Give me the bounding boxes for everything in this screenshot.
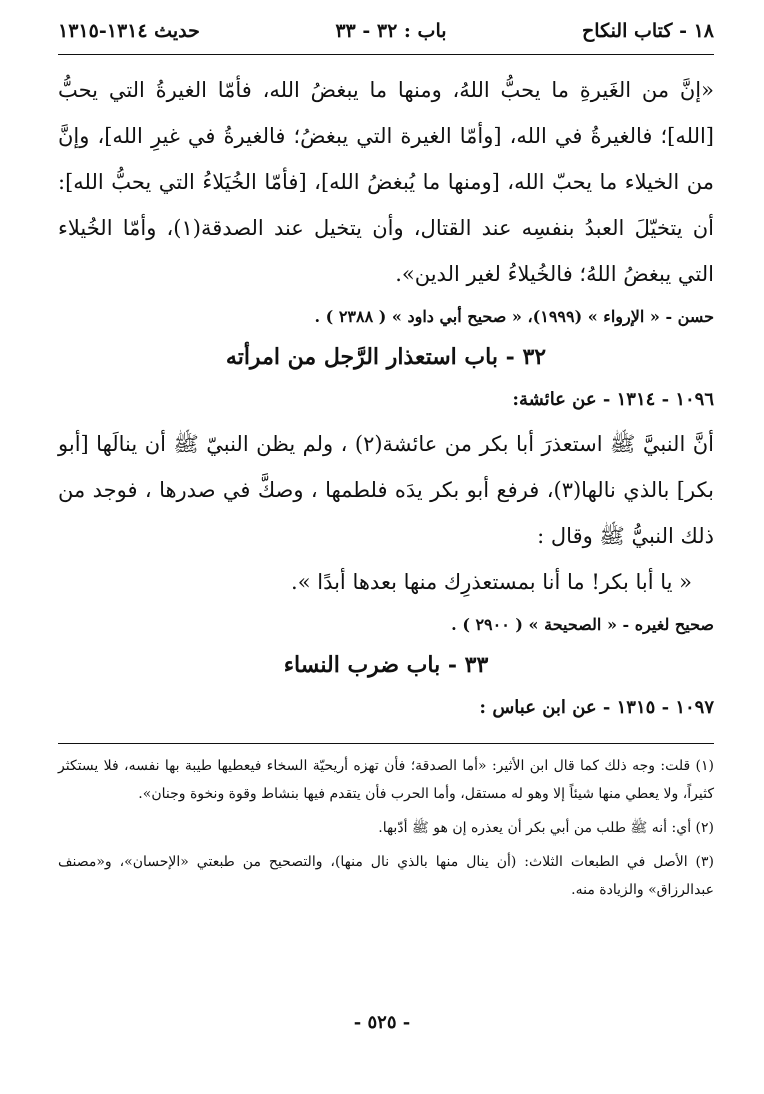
header-hadith-range: حديث ١٣١٤-١٣١٥ — [58, 20, 200, 42]
hadith-text: «إنَّ من الغَيرةِ ما يحبُّ اللهُ، ومنها ما يبغضُ الله، فأمّا الغيرةُ التي يحبُّ [الله]؛ فالغيرةُ في الله، [وأمّا الغيرة التي يبغضُ؛ فالغيرةُ في غيرِ الله]، وإنَّ من الخيلاء ما يحبّ الله، [ومنها ما يُبغضُ الله]، [فأمّا الخُيَلاءُ التي يحبُّ الله]: أن يتخيّلَ العبدُ بنفسِه عند القتال، وأن يتخيل عند الصدقة(١)، وأمّا الخُيلاء التي يبغضُ اللهُ؛ فالخُيلاءُ لغير الدين». — [58, 78, 714, 286]
page-number: - ٥٢٥ - — [353, 1012, 411, 1033]
header-book-title: ١٨ - كتاب النكاح — [582, 20, 714, 42]
chapter-heading: ٣٢ - باب استعذار الرَّجل من امرأته — [225, 344, 547, 370]
header-rule — [58, 54, 714, 55]
footnote: (٢) أي: أنه ﷺ طلب من أبي بكر أن يعذره إن هو ﷺ أدّبها. — [378, 820, 714, 836]
chapter-heading: ٣٣ - باب ضرب النساء — [283, 652, 489, 678]
hadith-quote: « يا أبا بكر! ما أنا بمستعذرِك منها بعدها أبدًا ». — [291, 570, 692, 594]
hadith-number: ١٠٩٦ - ١٣١٤ - عن عائشة: — [512, 389, 714, 410]
footnote-rule — [58, 743, 714, 744]
footnote: (١) قلت: وجه ذلك كما قال ابن الأثير: «أما الصدقة؛ فأن تهزه أريحيّة السخاء فيعطيها طيبة بها نفسه، فلا يستكثر كثيراً، ولا يعطي منها شيئاً إلا وهو له مستقل، وأما الحرب فأن يتقدم فيها بنشاط وقوة ونخوة وجنان». — [58, 758, 714, 802]
hadith-text: أنَّ النبيَّ ﷺ استعذرَ أبا بكر من عائشة(٢) ، ولم يظن النبيّ ﷺ أن ينالَها [أبو بكر] بالذي نالها(٣)، فرفع أبو بكر يدَه فلطمها ، وصكَّ في صدرها ، فوجد من ذلك النبيُّ ﷺ وقال : — [58, 432, 715, 548]
hadith-grade: صحيح لغيره - « الصحيحة » ( ٢٩٠٠ ) . — [451, 615, 714, 634]
header-chapter-range: باب : ٣٢ - ٣٣ — [335, 20, 447, 42]
page — [58, 14, 714, 910]
hadith-grade: حسن - « الإرواء » (١٩٩٩)، « صحيح أبي داود » ( ٢٣٨٨ ) . — [314, 307, 714, 326]
hadith-number: ١٠٩٧ - ١٣١٥ - عن ابن عباس : — [479, 697, 714, 718]
footnote: (٣) الأصل في الطبعات الثلاث: (أن ينال منها بالذي نال منها)، والتصحيح من طبعتي «الإحسان»، و«مصنف عبدالرزاق» والزيادة منه. — [58, 854, 714, 898]
running-header — [58, 14, 714, 48]
